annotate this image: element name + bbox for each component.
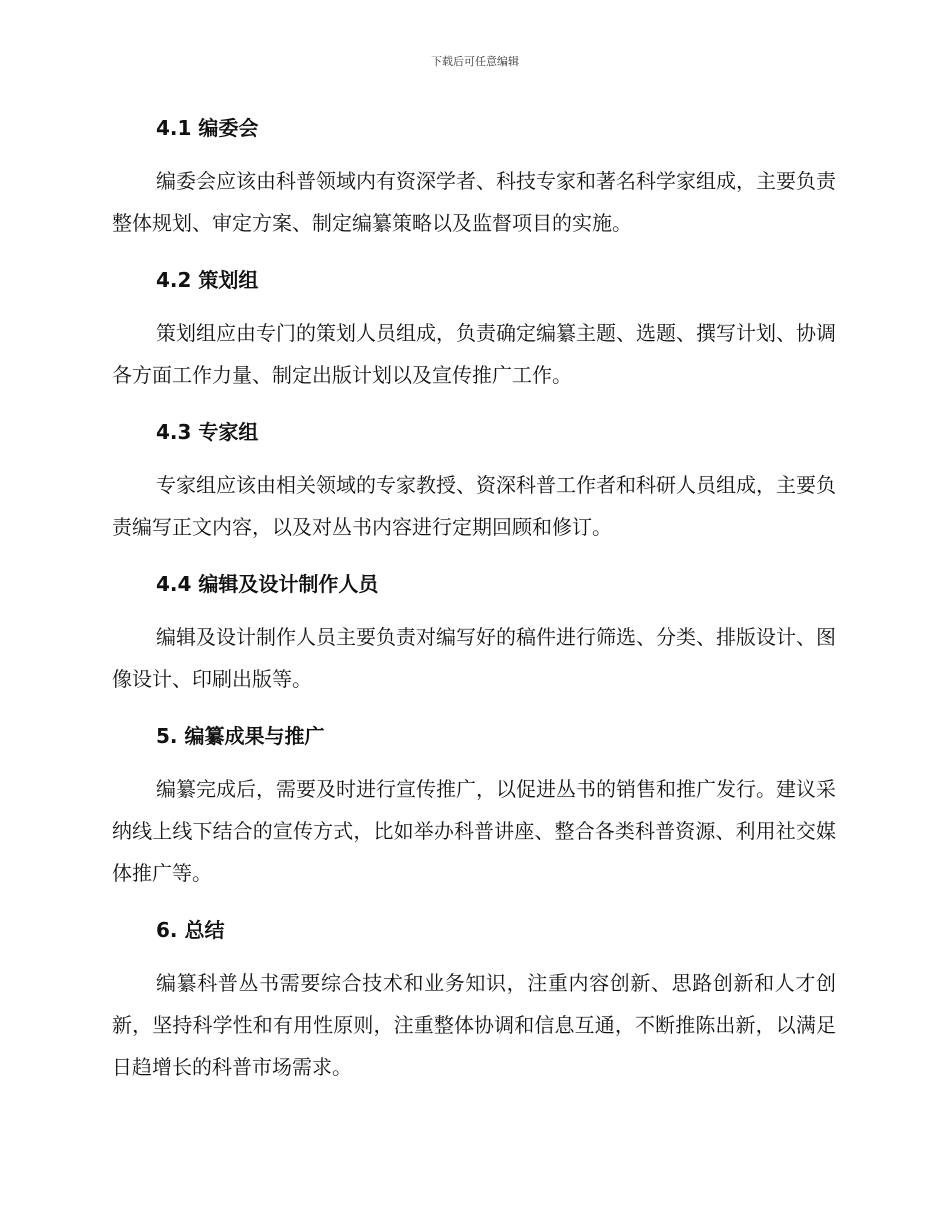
section-paragraph: 编纂科普丛书需要综合技术和业务知识，注重内容创新、思路创新和人才创新，坚持科学性和有用性原则，注重整体协调和信息互通，不断推陈出新，以满足日趋增长的科普市场需求。 [112, 971, 836, 1079]
section-heading: 5. 编纂成果与推广 [156, 724, 325, 748]
section-heading: 4.4 编辑及设计制作人员 [156, 572, 379, 596]
section-heading: 4.2 策划组 [156, 268, 259, 292]
section-paragraph: 编纂完成后，需要及时进行宣传推广，以促进丛书的销售和推广发行。建议采纳线上线下结合的宣传方式，比如举办科普讲座、整合各类科普资源、利用社交媒体推广等。 [112, 777, 836, 885]
section-heading: 6. 总结 [156, 918, 225, 942]
page-header-note: 下载后可任意编辑 [431, 55, 519, 68]
section-paragraph: 专家组应该由相关领域的专家教授、资深科普工作者和科研人员组成，主要负责编写正文内容，以及对丛书内容进行定期回顾和修订。 [112, 473, 836, 539]
section-heading: 4.1 编委会 [156, 116, 259, 140]
section-paragraph: 编辑及设计制作人员主要负责对编写好的稿件进行筛选、分类、排版设计、图像设计、印刷出版等。 [112, 625, 836, 691]
section-paragraph: 编委会应该由科普领域内有资深学者、科技专家和著名科学家组成，主要负责整体规划、审定方案、制定编纂策略以及监督项目的实施。 [112, 169, 836, 235]
document-body [112, 108, 836, 1088]
section-heading: 4.3 专家组 [156, 420, 259, 444]
section-paragraph: 策划组应由专门的策划人员组成，负责确定编纂主题、选题、撰写计划、协调各方面工作力量、制定出版计划以及宣传推广工作。 [112, 321, 836, 387]
